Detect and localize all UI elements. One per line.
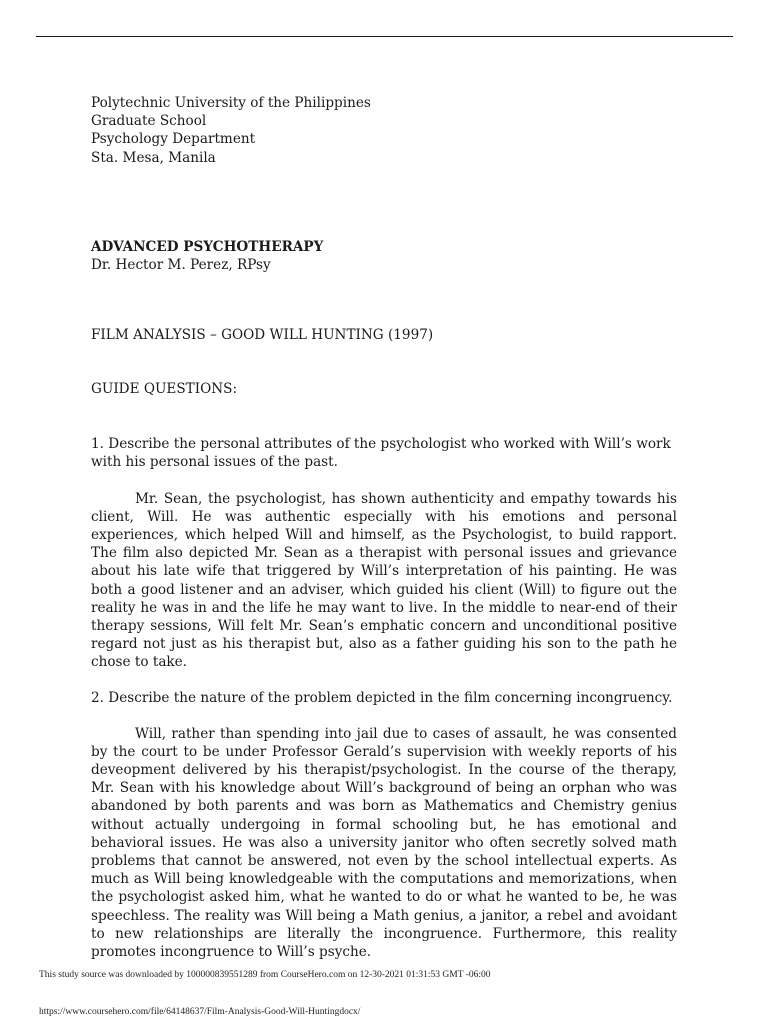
answer-2: Will, rather than spending into jail due to cases of assault, he was consented by the court to be under Professor Gerald’s supervision with weekly reports of his deveopment delivered by his therapist/psychologist. In the course of the therapy, Mr. Sean with his knowledge about Will’s background of being an orphan who was abandoned by both parents and was born as Mathematics and Chemistry genius without actually undergoing in formal schooling but, he has emotional and behavioral issues. He was also a university janitor who often secretly solved math problems that cannot be answered, not even by the school intellectual experts. As much as Will being knowledgeable with the computations and memorizations, when the psychologist asked him, what he wanted to do or what he wanted to be, he was speechless. The reality was Will being a Math genius, a janitor, a rebel and avoidant to new relationships are literally the incongruence. Furthermore, this reality promotes incongruence to Will’s psyche.	[91, 725, 677, 961]
film-title: FILM ANALYSIS – GOOD WILL HUNTING (1997)	[91, 326, 434, 343]
source-url[interactable]: https://www.coursehero.com/file/64148637/Film-Analysis-Good-Will-Huntingdocx/	[39, 1007, 361, 1017]
guide-questions-heading: GUIDE QUESTIONS:	[91, 380, 238, 397]
location: Sta. Mesa, Manila	[91, 149, 216, 166]
course-block	[91, 238, 677, 274]
instructor-name: Dr. Hector M. Perez, RPsy	[91, 257, 271, 274]
answer-1: Mr. Sean, the psychologist, has shown authenticity and empathy towards his client, Will. He was authentic especially with his emotions and personal experiences, which helped Will and himself, as the Psychologist, to build rapport. The film also depicted Mr. Sean as a therapist with personal issues and grievance about his late wife that triggered by Will’s interpretation of his painting. He was both a good listener and an adviser, which guided his client (Will) to figure out the reality he was in and the life he may want to live. In the middle to near-end of their therapy sessions, Will felt Mr. Sean’s emphatic concern and unconditional positive regard not just as his therapist but, also as a father guiding his son to the path he chose to take.	[91, 490, 677, 671]
course-title: ADVANCED PSYCHOTHERAPY	[91, 239, 324, 255]
question-2: 2. Describe the nature of the problem depicted in the film concerning incongruency.	[91, 689, 673, 706]
download-notice: This study source was downloaded by 100000839551289 from CourseHero.com on 12-30-2021 01:31:53 GMT -06:00	[39, 970, 491, 980]
department-name: Psychology Department	[91, 131, 256, 148]
question-1: 1. Describe the personal attributes of the psychologist who worked with Will’s work with his personal issues of the past.	[91, 435, 671, 470]
school-name: Graduate School	[91, 113, 207, 130]
institution-name: Polytechnic University of the Philippines	[91, 95, 371, 111]
top-rule	[36, 36, 733, 37]
institution-header	[91, 94, 677, 167]
